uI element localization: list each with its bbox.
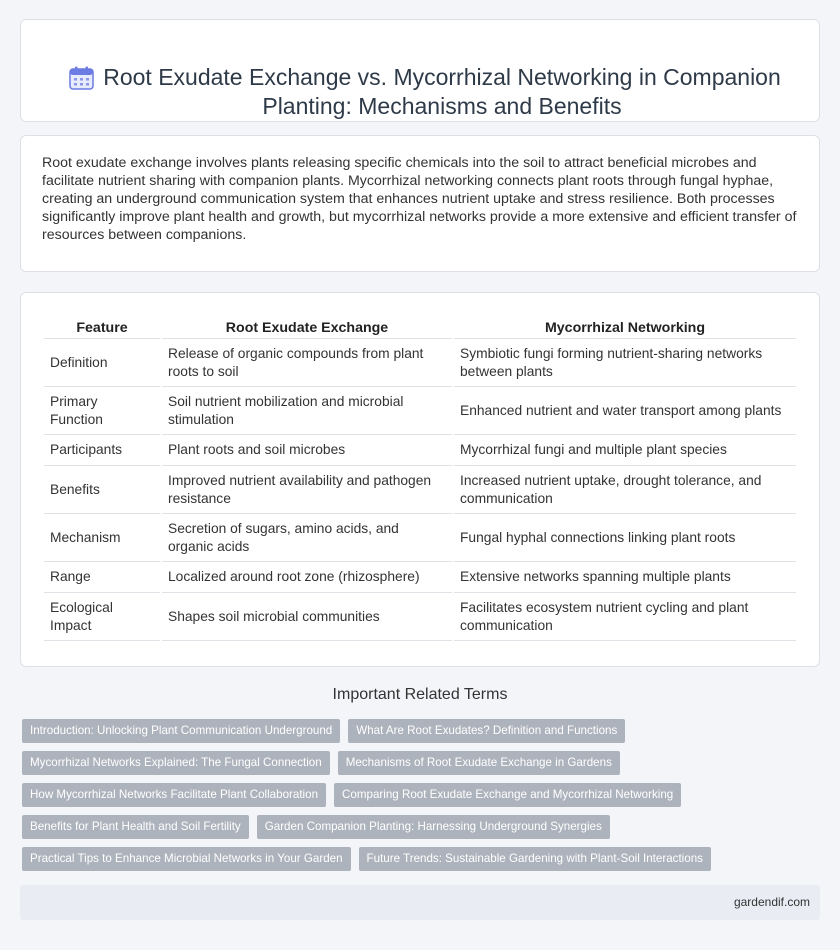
related-term-tag[interactable]: Mechanisms of Root Exudate Exchange in Gardens [338,751,620,775]
related-terms-title: Important Related Terms [332,686,508,703]
table-cell: Mycorrhizal fungi and multiple plant species [454,435,796,466]
table-cell: Soil nutrient mobilization and microbial stimulation [162,387,452,435]
footer-site-link[interactable]: gardendif.com [733,895,810,909]
table-cell: Extensive networks spanning multiple plants [454,562,796,593]
table-cell: Mechanism [44,514,160,562]
table-cell: Ecological Impact [44,593,160,641]
related-term-tag[interactable]: Practical Tips to Enhance Microbial Networks in Your Garden [22,847,351,871]
comparison-table [42,315,798,641]
related-term-tag[interactable]: Comparing Root Exudate Exchange and Mycorrhizal Networking [334,783,681,807]
table-row [44,593,796,641]
header-root-exudate: Root Exudate Exchange [162,315,452,339]
table-cell: Facilitates ecosystem nutrient cycling and plant communication [454,593,796,641]
table-cell: Primary Function [44,387,160,435]
table-header-row [44,315,796,339]
related-term-tag[interactable]: What Are Root Exudates? Definition and Functions [348,719,625,743]
table-row [44,339,796,387]
table-cell: Increased nutrient uptake, drought tolerance, and communication [454,466,796,514]
table-row [44,435,796,466]
header-mycorrhizal: Mycorrhizal Networking [454,315,796,339]
table-cell: Range [44,562,160,593]
table-cell: Localized around root zone (rhizosphere) [162,562,452,593]
related-term-tag[interactable]: Benefits for Plant Health and Soil Fertility [22,815,249,839]
table-row [44,466,796,514]
table-cell: Definition [44,339,160,387]
intro-card [20,135,820,272]
related-term-tag[interactable]: How Mycorrhizal Networks Facilitate Plant Collaboration [22,783,326,807]
intro-text: Root exudate exchange involves plants releasing specific chemicals into the soil to attract beneficial microbes and facilitate nutrient sharing with companion plants. Mycorrhizal networking connects plant roots through fungal hyphae, creating an underground communication system that enhances nutrient uptake and stress resilience. Both processes significantly improve plant health and growth, but mycorrhizal networks provide a more extensive and efficient transfer of resources between companions. [42,155,797,243]
table-cell: Secretion of sugars, amino acids, and organic acids [162,514,452,562]
related-terms-list [22,719,742,871]
table-cell: Improved nutrient availability and pathogen resistance [162,466,452,514]
page-title: Root Exudate Exchange vs. Mycorrhizal Networking in Companion Planting: Mechanisms and Benefits [103,64,781,119]
table-cell: Fungal hyphal connections linking plant roots [454,514,796,562]
table-cell: Release of organic compounds from plant roots to soil [162,339,452,387]
table-cell: Participants [44,435,160,466]
table-cell: Plant roots and soil microbes [162,435,452,466]
footer [20,885,820,920]
table-row [44,562,796,593]
related-term-tag[interactable]: Garden Companion Planting: Harnessing Underground Synergies [257,815,610,839]
table-row [44,514,796,562]
table-cell: Symbiotic fungi forming nutrient-sharing networks between plants [454,339,796,387]
table-cell: Enhanced nutrient and water transport among plants [454,387,796,435]
related-term-tag[interactable]: Introduction: Unlocking Plant Communication Underground [22,719,340,743]
table-cell: Benefits [44,466,160,514]
header-feature: Feature [44,315,160,339]
title-card [20,19,820,122]
table-row [44,387,796,435]
table-cell: Shapes soil microbial communities [162,593,452,641]
related-term-tag[interactable]: Future Trends: Sustainable Gardening with Plant-Soil Interactions [359,847,711,871]
comparison-table-card [20,292,820,667]
related-term-tag[interactable]: Mycorrhizal Networks Explained: The Fungal Connection [22,751,330,775]
